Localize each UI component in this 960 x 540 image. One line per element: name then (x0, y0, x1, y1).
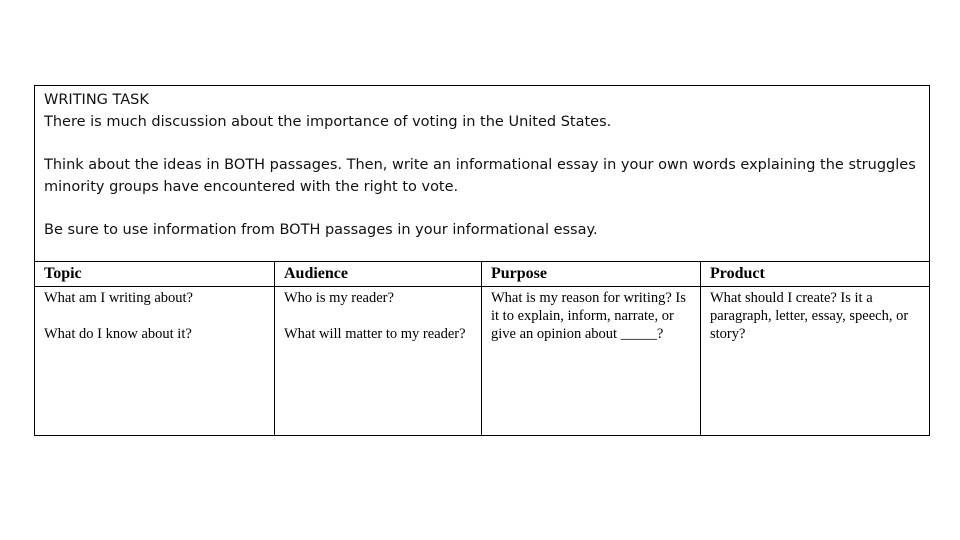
header-row (35, 262, 930, 287)
column-header-purpose: Purpose (482, 262, 701, 287)
column-header-audience: Audience (275, 262, 482, 287)
task-heading: WRITING TASK (44, 92, 149, 108)
topic-question-2: What do I know about it? (44, 326, 192, 342)
task-reminder: Be sure to use information from BOTH passages in your informational essay. (44, 222, 598, 238)
audience-question-1: Who is my reader? (284, 290, 394, 306)
topic-question-1: What am I writing about? (44, 290, 193, 306)
writing-task-table (34, 85, 930, 436)
task-intro: There is much discussion about the importance of voting in the United States. (44, 113, 612, 130)
purpose-question-1: What is my reason for writing? Is it to explain, inform, narrate, or give an opinion about _____? (491, 290, 686, 342)
product-question-1: What should I create? Is it a paragraph, letter, essay, speech, or story? (710, 290, 909, 342)
purpose-questions-cell (482, 287, 701, 436)
audience-questions-cell (275, 287, 482, 436)
audience-question-2: What will matter to my reader? (284, 326, 466, 342)
task-instruction: Think about the ideas in BOTH passages. Then, write an informational essay in your own words explaining the struggles minority groups have encountered with the right to vote. (44, 157, 916, 195)
task-row (35, 86, 930, 262)
writing-task-cell (35, 86, 930, 262)
column-header-product: Product (701, 262, 930, 287)
questions-row (35, 287, 930, 436)
product-questions-cell (701, 287, 930, 436)
topic-questions-cell (35, 287, 275, 436)
column-header-topic: Topic (35, 262, 275, 287)
